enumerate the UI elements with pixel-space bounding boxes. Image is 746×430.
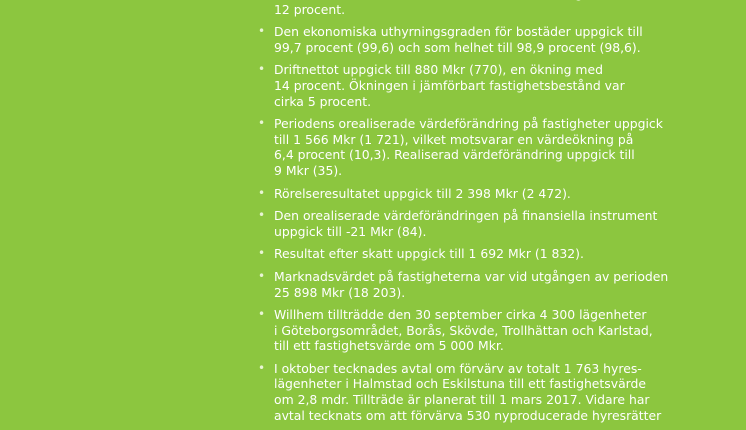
list-item — [258, 208, 688, 239]
bullet-icon: • — [258, 246, 266, 261]
bullet-icon — [258, 0, 265, 2]
list-item — [258, 361, 688, 423]
list-item — [258, 116, 688, 178]
bullet-text: Willhem tillträdde den 30 september cirka 4 300 lägenheter i Göteborgsområdet, Borås, Skövde, Trollhättan och Karlstad, till ett fastighetsvärde om 5 000 Mkr. — [274, 307, 653, 354]
bullet-text: Resultat efter skatt uppgick till 1 692 Mkr (1 832). — [274, 246, 584, 262]
list-item — [258, 62, 688, 109]
list-item — [258, 24, 688, 55]
bullet-text: 12 procent. — [274, 1, 346, 17]
list-item — [258, 307, 688, 354]
bullet-text: Marknadsvärdet på fastigheterna var vid utgången av perioden 25 898 Mkr (18 203). — [274, 268, 669, 300]
bullet-text: I oktober tecknades avtal om förvärv av totalt 1 763 hyres- lägenheter i Halmstad och Eskilstuna till ett fastighetsvärde om 2,8 mdr. Tillträde är planerat till 1 mars 2017. Vidare har avtal tecknats om att förvärva 530 nyproducerade hyresrätter — [274, 360, 662, 423]
list-item — [258, 186, 688, 202]
list-item — [258, 269, 688, 300]
bullet-icon: • — [258, 24, 266, 39]
bullet-text: Driftnettot uppgick till 880 Mkr (770), en ökning med 14 procent. Ökningen i jämförbart fastighetsbestånd var cirka 5 procent. — [274, 62, 625, 109]
bullet-icon: • — [258, 116, 266, 131]
bullet-icon: • — [258, 268, 266, 283]
bullet-text: Rörelseresultatet uppgick till 2 398 Mkr (2 472). — [274, 185, 571, 201]
bullet-text: Den orealiserade värdeförändringen på finansiella instrument uppgick till -21 Mkr (84). — [274, 208, 658, 239]
highlights-bullet-list — [258, 0, 688, 430]
bullet-icon: • — [258, 185, 266, 200]
list-item — [258, 0, 688, 17]
bullet-icon: • — [258, 62, 266, 77]
list-item — [258, 246, 688, 262]
bullet-icon: • — [258, 208, 266, 223]
bullet-text: Den ekonomiska uthyrningsgraden för bostäder uppgick till 99,7 procent (99,6) och som helhet till 98,9 procent (98,6). — [274, 24, 643, 55]
bullet-icon: • — [258, 360, 266, 375]
bullet-text: Periodens orealiserade värdeförändring på fastigheter uppgick till 1 566 Mkr (1 721), vilket motsvarar en värdeökning på 6,4 procent (10,3). Realiserad värdeförändring uppgick till 9 Mkr (35). — [274, 116, 663, 178]
bullet-icon: • — [258, 307, 266, 322]
